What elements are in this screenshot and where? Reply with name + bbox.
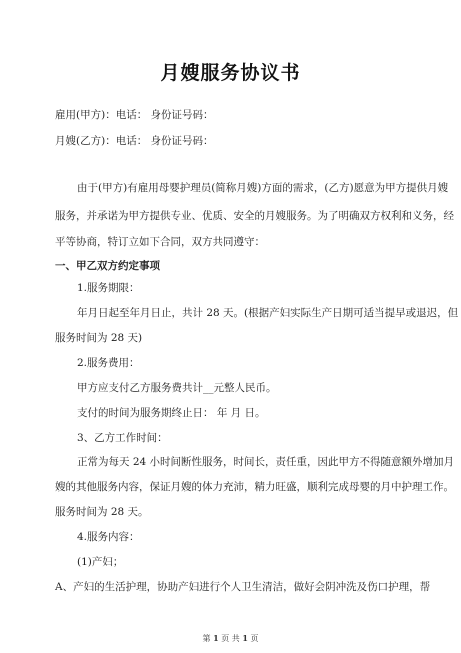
item-1-text-2: 服务时间为 28 天) [55,332,143,344]
party-a-line: 雇用(甲方)：电话： 身份证号码： [55,109,214,121]
footer-total-pages: 1 [242,633,248,643]
item-3-text-2: 嫂的其他服务内容，保证月嫂的体力充沛，精力旺盛，顺利完成母婴的月中护理工作。 [55,481,454,493]
item-2-title: 2.服务费用： [77,357,140,369]
footer-prefix: 第 [202,634,211,643]
item-1-text-1: 年月日起至年月日止，共计 28 天。(根据产妇实际生产日期可适当提早或退迟，但 [77,307,459,319]
item-4-title: 4.服务内容： [77,531,140,543]
party-b-line: 月嫂(乙方)：电话： 身份证号码： [55,135,214,147]
item-3-text-3: 服务时间为 28 天。 [55,506,149,518]
item-2-text-1: 甲方应支付乙方服务费共计__元整人民币。 [77,382,277,394]
footer-middle: 页 共 [221,634,240,643]
item-4-sub: (1)产妇； [77,556,124,568]
intro-line-1: 由于(甲方)有雇用母婴护理员(简称月嫂)方面的需求，(乙方)愿意为甲方提供月嫂 [77,182,449,194]
footer-page-number: 1 [213,633,219,643]
intro-line-3: 平等协商，特订立如下合同，双方共同遵守： [55,236,265,248]
item-4-text: A、产妇的生活护理，协助产妇进行个人卫生清洁，做好会阴冲洗及伤口护理，帮 [55,581,431,593]
item-3-text-1: 正常为每天 24 小时间断性服务，时间长，责任重，因此甲方不得随意额外增加月 [77,456,455,468]
item-1-title: 1.服务期限： [77,282,140,294]
intro-line-2: 服务，并承诺为甲方提供专业、优质、安全的月嫂服务。为了明确双方权利和义务，经 [55,210,454,222]
document-title: 月嫂服务协议书 [160,62,301,84]
footer-suffix: 页 [250,634,259,643]
item-2-text-2: 支付的时间为服务期终止日： 年 月 日。 [77,407,266,419]
section-1-heading: 一、甲乙双方约定事项 [55,260,160,272]
item-3-title: 3、乙方工作时间： [77,432,168,444]
page-footer [0,633,461,644]
